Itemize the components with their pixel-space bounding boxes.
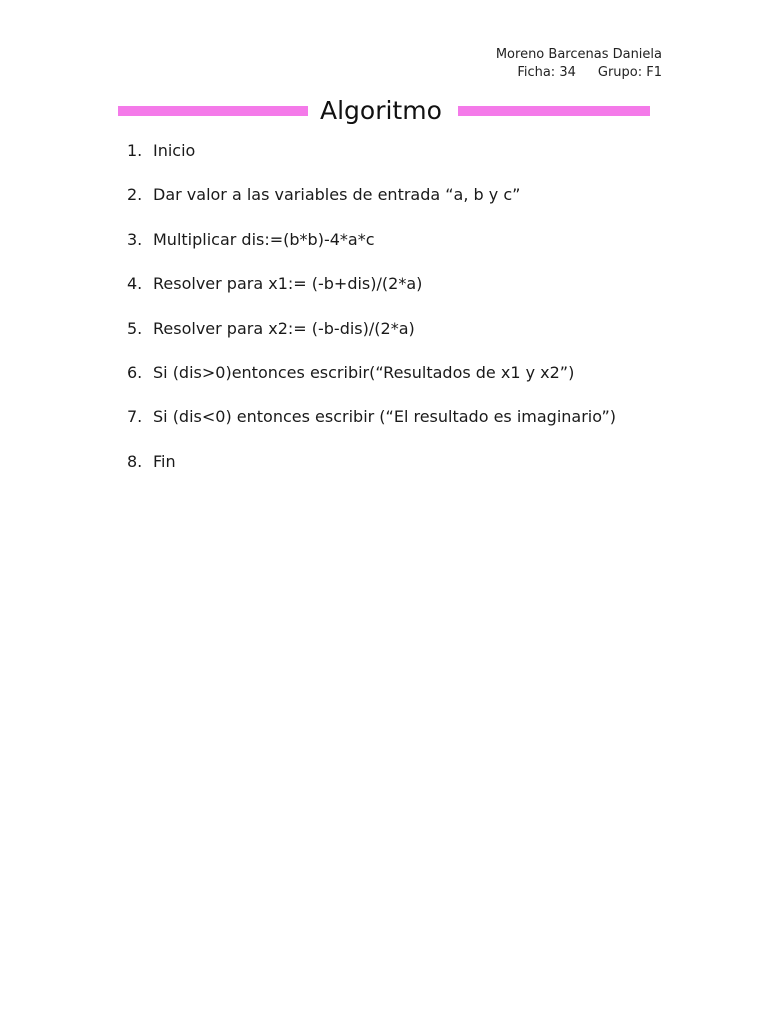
step-text: Dar valor a las variables de entrada “a, b y c”: [153, 185, 521, 205]
step-number: 2.: [127, 185, 143, 205]
step-number: 3.: [127, 229, 143, 249]
step-text: Si (dis>0)entonces escribir(“Resultados de x1 y x2”): [153, 362, 575, 382]
step-item: [127, 228, 616, 272]
ficha-grupo-line: [496, 64, 662, 82]
step-item: [127, 361, 616, 405]
step-number: 1.: [127, 141, 143, 160]
step-item: [127, 317, 616, 361]
step-text: Multiplicar dis:=(b*b)-4*a*c: [153, 229, 375, 249]
step-item: [127, 272, 616, 316]
page-title: Algoritmo: [320, 96, 442, 125]
step-item: [127, 139, 616, 183]
step-text: Inicio: [153, 141, 196, 160]
step-number: 5.: [127, 318, 143, 338]
step-item: [127, 450, 616, 494]
algorithm-steps: [127, 139, 616, 494]
step-number: 7.: [127, 407, 143, 427]
title-bar-right: [458, 106, 650, 116]
author-header: [496, 46, 662, 82]
title-row: [118, 96, 650, 126]
step-number: 6.: [127, 362, 143, 382]
step-item: [127, 183, 616, 227]
step-text: Si (dis<0) entonces escribir (“El resultado es imaginario”): [153, 407, 616, 427]
step-item: [127, 405, 616, 449]
step-number: 8.: [127, 451, 143, 471]
title-bar-left: [118, 106, 308, 116]
step-text: Fin: [153, 451, 176, 471]
ficha-label: Ficha: 34: [517, 65, 576, 80]
step-text: Resolver para x2:= (-b-dis)/(2*a): [153, 318, 415, 338]
step-text: Resolver para x1:= (-b+dis)/(2*a): [153, 274, 423, 294]
author-name: Moreno Barcenas Daniela: [495, 47, 662, 62]
grupo-label: Grupo: F1: [597, 65, 662, 80]
step-number: 4.: [127, 274, 143, 294]
